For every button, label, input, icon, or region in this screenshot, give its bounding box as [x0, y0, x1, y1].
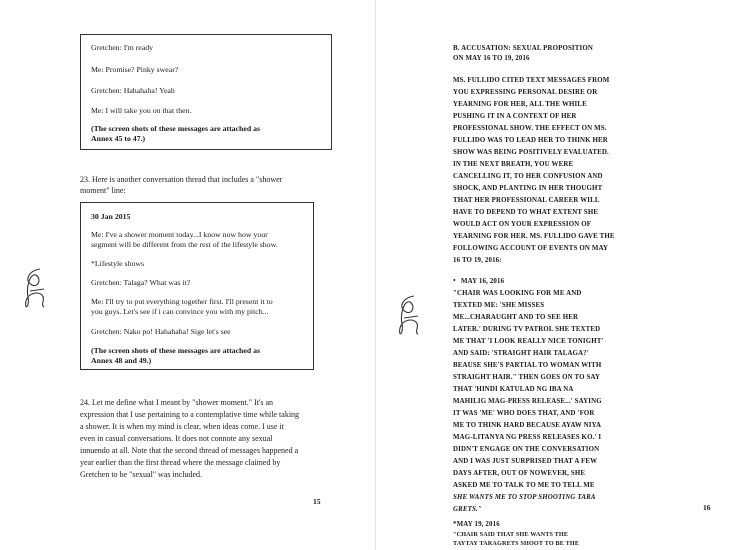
right-page	[375, 0, 750, 550]
quote-line: LATER.' DURING TV PATROL SHE TEXTED	[453, 326, 601, 333]
message-line: Gretchen: I'm ready	[91, 43, 154, 52]
message-date: 30 Jan 2015	[91, 212, 131, 221]
accusation-line: WOULD ACT ON YOUR EXPRESSION OF	[453, 221, 592, 228]
quote-line: MAG-LITANYA NG PRESS RELEASES KO.' I	[453, 434, 602, 441]
accusation-line: PUSHING IT IN A CONTEXT OF HER	[453, 113, 577, 120]
bullet-icon: •	[453, 276, 456, 285]
paragraph-24-line: year earlier than the first thread where the message claimed by	[80, 458, 281, 467]
quote-line: "CHAIR SAID THAT SHE WANTS THE	[453, 531, 569, 538]
annex-note: Annex 48 and 49.)	[91, 356, 152, 365]
message-line: *Lifestyle shows	[91, 259, 145, 268]
quote-line: ME THAT 'I LOOK REALLY NICE TONIGHT'	[453, 338, 604, 345]
annex-note: (The screen shots of these messages are attached as	[91, 124, 261, 133]
event-date: *MAY 19, 2016	[453, 521, 500, 528]
quote-line: IT WAS 'ME' WHO DOES THAT, AND 'FOR	[453, 410, 595, 417]
page-number: 16	[703, 503, 711, 512]
paragraph-24-line: Gretchen to be "sexual" was included.	[80, 470, 203, 479]
quote-line: ME TO THINK HARD BECAUSE AYAW NIYA	[453, 422, 602, 429]
quote-line: STRAIGHT HAIR." THEN GOES ON TO SAY	[453, 374, 601, 381]
message-line: Gretchen: Hahahaha! Yeah	[91, 86, 175, 95]
accusation-line: FULLIDO WAS TO LEAD HER TO THINK HER	[453, 137, 608, 144]
message-line: Gretchen: Nako po! Hahahaha! Sige let's see	[91, 327, 231, 336]
annex-note: (The screen shots of these messages are attached as	[91, 346, 261, 355]
message-line: Gretchen: Talaga? What was it?	[91, 278, 191, 287]
page-number: 15	[313, 497, 321, 506]
accusation-line: 16 TO 19, 2016:	[453, 257, 502, 264]
accusation-line: YOU EXPRESSING PERSONAL DESIRE OR	[453, 89, 598, 96]
paragraph-24-line: innuendo at all. Note that the second thread of messages happened a	[80, 446, 299, 455]
accusation-line: HAVE TO DEPEND TO WHAT EXTENT SHE	[453, 209, 599, 216]
quote-line: BEAUSE SHE'S PARTIAL TO WOMAN WITH	[453, 362, 602, 369]
accusation-line: SHOW WAS BEING POSITIVELY EVALUATED.	[453, 149, 609, 156]
quote-line: TEXTED ME: 'SHE MISSES	[453, 302, 545, 309]
paragraph-24-line: a shower. It is when my mind is clear, when ideas come. I use it	[80, 422, 284, 431]
paragraph-24-line: even in casual conversations. It does not connote any sexual	[80, 434, 273, 443]
accusation-line: IN THE NEXT BREATH, YOU WERE	[453, 161, 574, 168]
section-heading: B. ACCUSATION: SEXUAL PROPOSITION	[453, 45, 593, 52]
message-line: segment will be different from the rest of the lifestyle show.	[91, 240, 278, 249]
quote-line: TAYTAY TARAGRETS SHOOT TO BE THE	[453, 540, 580, 547]
message-line: you guys. Let's see if i can convince you with my pitch...	[91, 307, 269, 316]
quote-line: MAHILIG MAG-PRESS RELEASE...' SAYING	[453, 398, 602, 405]
quote-line: THAT 'HINDI KATULAD NG IBA NA	[453, 386, 574, 393]
annex-note: Annex 45 to 47.)	[91, 134, 146, 143]
accusation-line: MS. FULLIDO CITED TEXT MESSAGES FROM	[453, 77, 610, 84]
message-line: Me: I will take you on that then.	[91, 106, 192, 115]
event-date: MAY 16, 2016	[461, 278, 505, 285]
message-line: Me: I'll try to put everything together first. I'll present it to	[91, 297, 273, 306]
message-box-2	[80, 202, 314, 370]
signature-initial	[392, 292, 426, 342]
quote-line: SHE WANTS ME TO STOP SHOOTING TARA	[453, 494, 596, 501]
accusation-line: PROFESSIONAL SHOW. THE EFFECT ON MS.	[453, 125, 607, 132]
quote-line: ASKED ME TO TALK TO ME TO TELL ME	[453, 482, 595, 489]
accusation-line: FOLLOWING ACCOUNT OF EVENTS ON MAY	[453, 245, 609, 252]
paragraph-23: moment" line:	[80, 186, 126, 195]
accusation-line: CANCELLING IT, TO HER CONFUSION AND	[453, 173, 603, 180]
quote-line: "CHAIR WAS LOOKING FOR ME AND	[453, 290, 582, 297]
paragraph-23: 23. Here is another conversation thread that includes a "shower	[80, 175, 283, 184]
accusation-line: YEARNING FOR HER. MS. FULLIDO GAVE THE	[453, 233, 615, 240]
quote-line: ME...CHARAUGHT AND TO SEE HER	[453, 314, 579, 321]
quote-line: DAYS AFTER, OUT OF NOWEVER, SHE	[453, 470, 586, 477]
quote-line: AND SAID: 'STRAIGHT HAIR TALAGA?'	[453, 350, 589, 357]
quote-line: GRETS."	[453, 506, 482, 513]
paragraph-24-line: 24. Let me define what I meant by "shower moment." It's an	[80, 398, 274, 407]
quote-line: DIDN'T ENGAGE ON THE CONVERSATION	[453, 446, 600, 453]
message-line: Me: I've a shower moment today...I know now how your	[91, 230, 268, 239]
message-box-1	[80, 34, 332, 150]
quote-line: AND I WAS JUST SURPRISED THAT A FEW	[453, 458, 598, 465]
accusation-line: SHOCK, AND PLANTING IN HER THOUGHT	[453, 185, 603, 192]
paragraph-24-line: expression that I use pertaining to a contemplative time while taking	[80, 410, 300, 419]
message-line: Me: Promise? Pinky swear?	[91, 65, 179, 74]
signature-initial	[18, 265, 52, 315]
accusation-line: THAT HER PROFESSIONAL CAREER WILL	[453, 197, 600, 204]
section-heading: ON MAY 16 TO 19, 2016	[453, 55, 530, 62]
accusation-line: YEARNING FOR HER, ALL THE WHILE	[453, 101, 587, 108]
